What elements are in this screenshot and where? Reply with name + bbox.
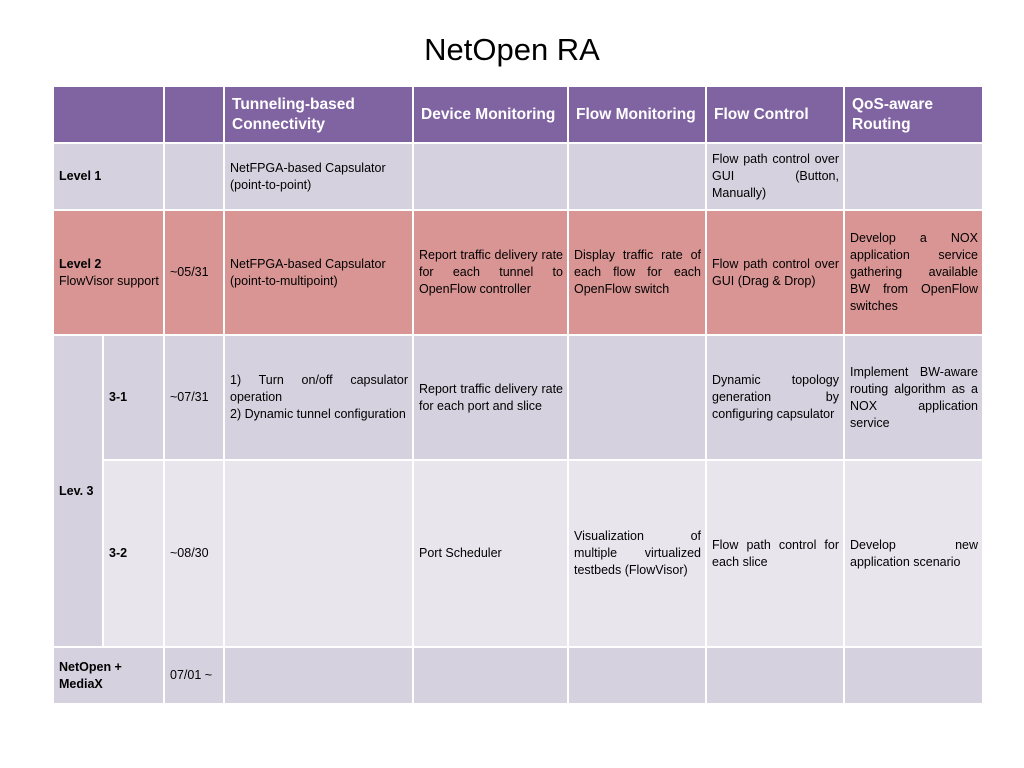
- level1-label: Level 1: [53, 143, 164, 210]
- level2-row: [53, 210, 983, 335]
- netopen-tunneling: [224, 647, 413, 704]
- slide-title: NetOpen RA: [424, 32, 600, 67]
- level3-1-device: Report traffic delivery rate for each port and slice: [413, 335, 568, 460]
- roadmap-table: [52, 85, 984, 705]
- level3-2-row: [53, 460, 983, 647]
- level3-label: Lev. 3: [53, 335, 103, 647]
- level3-1-flow-monitoring: [568, 335, 706, 460]
- level3-2-tunneling: [224, 460, 413, 647]
- netopen-qos: [844, 647, 983, 704]
- level1-device: [413, 143, 568, 210]
- header-device-monitoring: Device Monitoring: [413, 86, 568, 143]
- header-row: [53, 86, 983, 143]
- netopen-row: [53, 647, 983, 704]
- header-empty-level: [53, 86, 164, 143]
- level3-1-qos: Implement BW-aware routing algorithm as a NOX application service: [844, 335, 983, 460]
- level2-subtitle: FlowVisor support: [59, 273, 159, 288]
- level3-2-date: ~08/30: [164, 460, 224, 647]
- netopen-date: 07/01 ~: [164, 647, 224, 704]
- level3-1-tunneling-item2: 2) Dynamic tunnel configuration: [230, 407, 406, 421]
- level3-1-flow-control: Dynamic topology generation by configuring capsulator: [706, 335, 844, 460]
- level2-flow-monitoring: Display traffic rate of each flow for each OpenFlow switch: [568, 210, 706, 335]
- level1-row: [53, 143, 983, 210]
- level2-date: ~05/31: [164, 210, 224, 335]
- header-empty-date: [164, 86, 224, 143]
- level3-2-label: 3-2: [103, 460, 164, 647]
- level2-title: Level 2: [59, 256, 102, 271]
- header-qos-routing: QoS-aware Routing: [844, 86, 983, 143]
- level3-1-row: [53, 335, 983, 460]
- level1-flow-monitoring: [568, 143, 706, 210]
- netopen-device: [413, 647, 568, 704]
- netopen-flow-control: [706, 647, 844, 704]
- level1-qos: [844, 143, 983, 210]
- level3-2-qos: Develop new application scenario: [844, 460, 983, 647]
- level1-flow-control: Flow path control over GUI (Button, Manually): [706, 143, 844, 210]
- level3-2-flow-control: Flow path control for each slice: [706, 460, 844, 647]
- level2-device: Report traffic delivery rate for each tunnel to OpenFlow controller: [413, 210, 568, 335]
- level3-1-tunneling: [224, 335, 413, 460]
- level1-tunneling: NetFPGA-based Capsulator (point-to-point): [224, 143, 413, 210]
- level2-label: [53, 210, 164, 335]
- level3-2-device: Port Scheduler: [413, 460, 568, 647]
- header-flow-monitoring: Flow Monitoring: [568, 86, 706, 143]
- level3-1-label: 3-1: [103, 335, 164, 460]
- header-tunneling: Tunneling-based Connectivity: [224, 86, 413, 143]
- level3-1-date: ~07/31: [164, 335, 224, 460]
- level3-2-flow-monitoring: Visualization of multiple virtualized testbeds (FlowVisor): [568, 460, 706, 647]
- netopen-flow-monitoring: [568, 647, 706, 704]
- level2-tunneling: NetFPGA-based Capsulator (point-to-multipoint): [224, 210, 413, 335]
- level2-flow-control: Flow path control over GUI (Drag & Drop): [706, 210, 844, 335]
- netopen-label: NetOpen + MediaX: [53, 647, 164, 704]
- level3-1-tunneling-item1: 1) Turn on/off capsulator operation: [230, 373, 408, 404]
- level1-date: [164, 143, 224, 210]
- level2-qos: Develop a NOX application service gathering available BW from OpenFlow switches: [844, 210, 983, 335]
- header-flow-control: Flow Control: [706, 86, 844, 143]
